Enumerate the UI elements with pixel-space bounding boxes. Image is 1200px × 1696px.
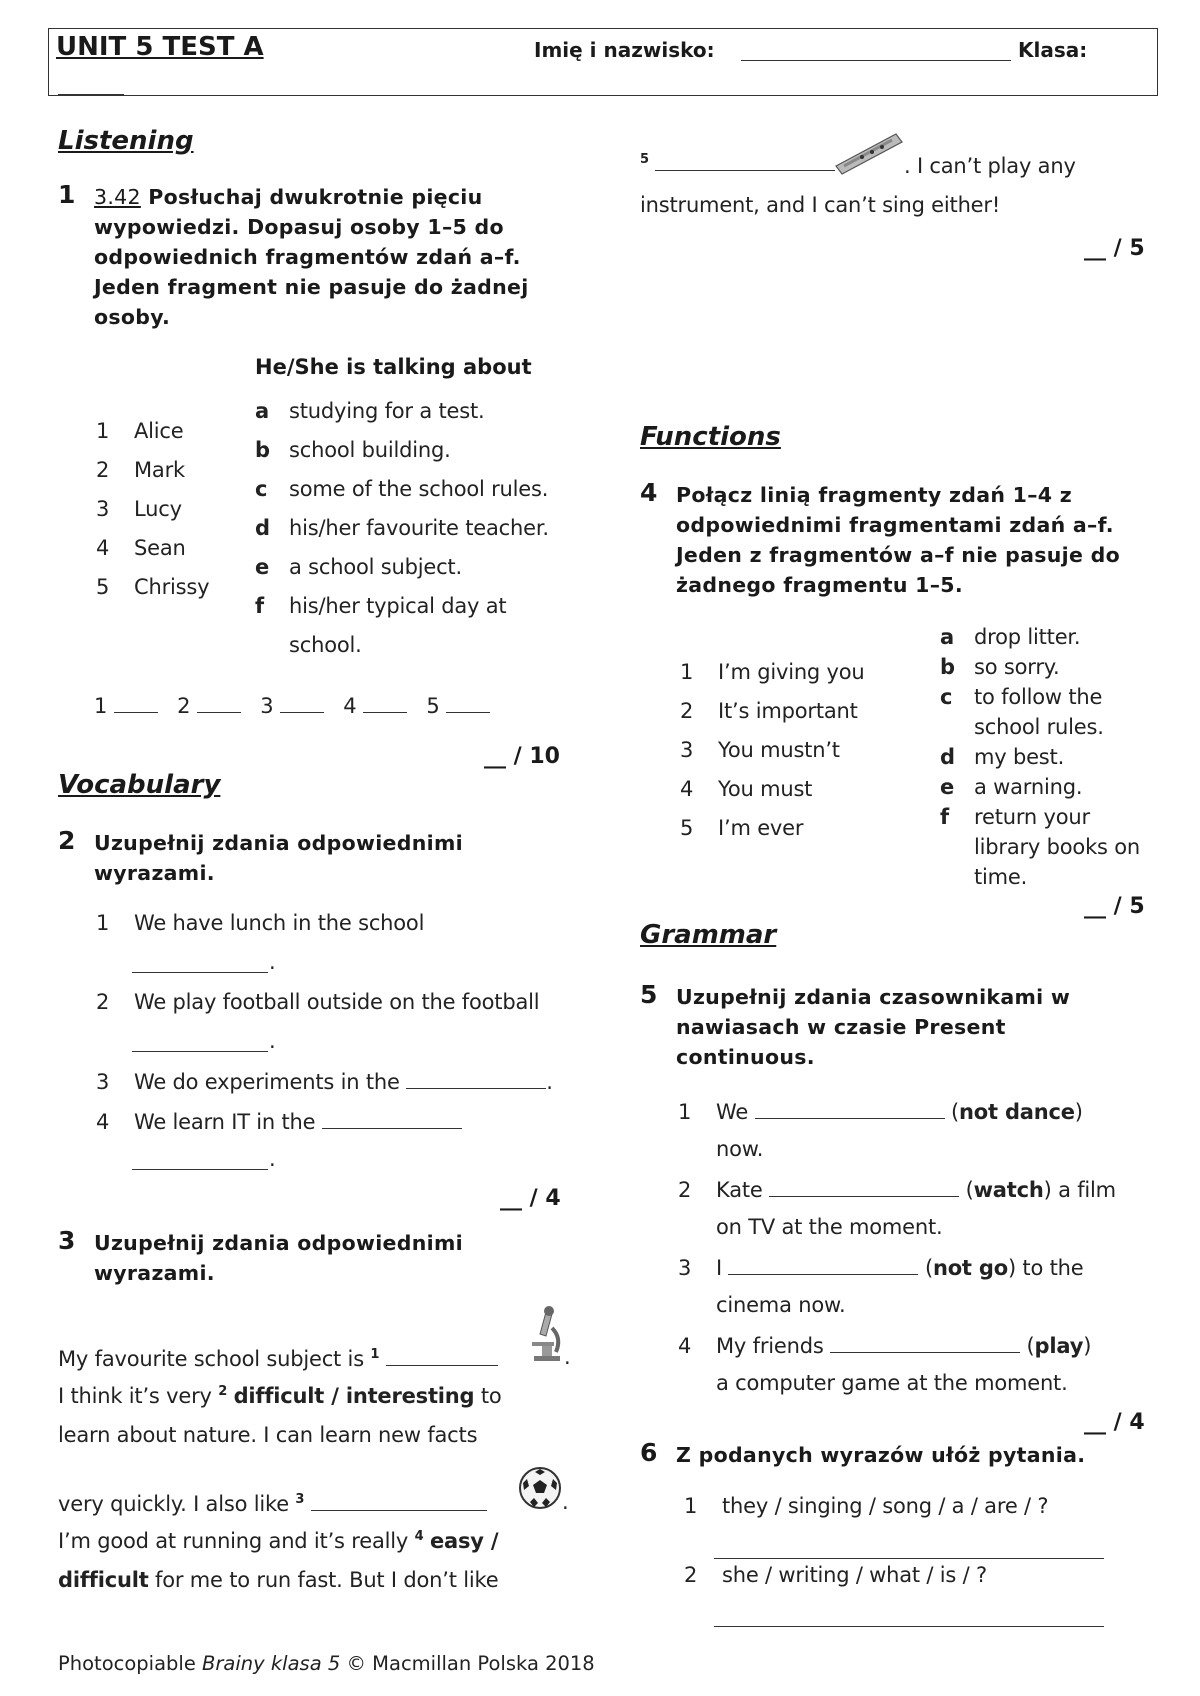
- grammar-item-1-cont: now.: [716, 1137, 764, 1161]
- vocab-blank-1[interactable]: [132, 952, 268, 973]
- paragraph-line-7b: . I can’t play any: [904, 154, 1076, 178]
- answer-blank[interactable]: [363, 692, 407, 713]
- name-label: Imię i nazwisko:: [534, 38, 715, 62]
- grammar-item-3: 3 I (not go) to the: [678, 1256, 1084, 1280]
- person-item: 5 Chrissy: [96, 575, 210, 599]
- task-1-instruction: [94, 182, 574, 332]
- gap-1[interactable]: [386, 1345, 498, 1366]
- paragraph-line-6: difficult for me to run fast. But I don’t like: [58, 1568, 499, 1592]
- gap-5[interactable]: [655, 150, 835, 171]
- grammar-item-1: 1 We (not dance): [678, 1100, 1083, 1124]
- functions-score: __ / 5: [1084, 894, 1145, 919]
- grammar-item-3-cont: cinema now.: [716, 1293, 846, 1317]
- option-item: c some of the school rules.: [255, 477, 549, 501]
- task-1-text: Posłuchaj dwukrotnie pięciu wypowiedzi. Dopasuj osoby 1–5 do odpowiednich fragmentów zdań a–f. Jeden fragment nie pasuje do żadnej osoby.: [94, 185, 529, 329]
- microscope-icon: [526, 1304, 566, 1364]
- option-item: e a school subject.: [255, 555, 462, 579]
- choice-easy-difficult[interactable]: easy /: [429, 1529, 499, 1553]
- vocab-blank-3[interactable]: [406, 1068, 546, 1089]
- football-icon: [518, 1466, 562, 1510]
- function-right-item: time.: [974, 865, 1028, 889]
- vocab-item-1: 1 We have lunch in the school: [96, 911, 425, 935]
- task-2-instruction: Uzupełnij zdania odpowiednimi wyrazami.: [94, 831, 463, 885]
- grammar-item-4: 4 My friends (play): [678, 1334, 1092, 1358]
- question-2: 2 she / writing / what / is / ?: [684, 1563, 987, 1587]
- vocab-2-score: __ / 4: [500, 1186, 561, 1211]
- gap-3[interactable]: [311, 1490, 487, 1511]
- answer-blank[interactable]: [114, 692, 158, 713]
- function-left-item: 2 It’s important: [680, 699, 858, 723]
- grammar-blank-2[interactable]: [769, 1176, 959, 1197]
- function-right-item: e a warning.: [940, 775, 1083, 799]
- people-list: [96, 412, 209, 607]
- function-right-item: c to follow the: [940, 685, 1103, 709]
- grammar-blank-1[interactable]: [755, 1098, 945, 1119]
- paragraph-line-8: instrument, and I can’t sing either!: [640, 193, 1001, 217]
- task-6-instruction: Z podanych wyrazów ułóż pytania.: [676, 1443, 1086, 1467]
- function-left-item: 3 You mustn’t: [680, 738, 840, 762]
- grammar-blank-3[interactable]: [728, 1254, 918, 1275]
- grammar-heading: Grammar: [640, 920, 777, 950]
- task-3-number: 3: [58, 1226, 76, 1255]
- test-title: UNIT 5 TEST A: [56, 32, 264, 62]
- task-5-number: 5: [640, 980, 658, 1009]
- listening-score: __ / 10: [484, 744, 560, 769]
- instrument-icon: [832, 128, 906, 176]
- option-item: a studying for a test.: [255, 399, 485, 423]
- answer-blank[interactable]: [197, 692, 241, 713]
- vocab-3-score: __ / 5: [1084, 236, 1145, 261]
- choice-difficult[interactable]: difficult: [58, 1568, 149, 1592]
- answer-blank[interactable]: [446, 692, 490, 713]
- function-left-item: 4 You must: [680, 777, 813, 801]
- functions-heading: Functions: [640, 422, 781, 452]
- vocab-blank-4b[interactable]: [132, 1149, 268, 1170]
- task-4-instruction: Połącz linią fragmenty zdań 1–4 z odpowiednimi fragmentami zdań a–f. Jeden z fragmentów a–f nie pasuje do żadnego fragmentu 1–5.: [676, 483, 1120, 597]
- paragraph-line-2: I think it’s very $^2$ difficult / interesting to: [58, 1384, 502, 1408]
- option-item: school.: [289, 633, 362, 657]
- vocab-item-4: 4 We learn IT in the: [96, 1108, 462, 1134]
- task-1-number: 1: [58, 180, 76, 209]
- person-item: 3 Lucy: [96, 497, 182, 521]
- class-field[interactable]: [58, 74, 124, 95]
- choice-difficult-interesting[interactable]: difficult / interesting: [233, 1384, 475, 1408]
- function-right-item: b so sorry.: [940, 655, 1060, 679]
- answer-row: 1 2 3 4 5: [94, 692, 490, 718]
- paragraph-line-5: I’m good at running and it’s really $^4$ easy /: [58, 1529, 499, 1553]
- function-right-item: library books on: [974, 835, 1140, 859]
- function-right-item: f return your: [940, 805, 1090, 829]
- paragraph-line-1: My favourite school subject is $^1$: [58, 1345, 498, 1371]
- option-item: d his/her favourite teacher.: [255, 516, 549, 540]
- option-item: f his/her typical day at: [255, 594, 507, 618]
- track-number[interactable]: 3.42: [94, 185, 141, 209]
- task-2-number: 2: [58, 826, 76, 855]
- task-3-instruction: Uzupełnij zdania odpowiednimi wyrazami.: [94, 1231, 463, 1285]
- footer: Photocopiable Brainy klasa 5 © Macmillan Polska 2018: [58, 1652, 595, 1675]
- vocab-blank-2[interactable]: [132, 1031, 268, 1052]
- name-field[interactable]: [741, 40, 1011, 61]
- option-item: b school building.: [255, 438, 451, 462]
- question-2-answer[interactable]: [714, 1606, 1104, 1627]
- grammar-item-4-cont: a computer game at the moment.: [716, 1371, 1068, 1395]
- task-6-number: 6: [640, 1438, 658, 1467]
- vocabulary-heading: Vocabulary: [58, 770, 221, 800]
- person-item: 1 Alice: [96, 419, 184, 443]
- function-left-item: 1 I’m giving you: [680, 660, 865, 684]
- question-1: 1 they / singing / song / a / are / ?: [684, 1494, 1049, 1518]
- options-list: [255, 392, 549, 665]
- grammar-blank-4[interactable]: [830, 1332, 1020, 1353]
- paragraph-line-3: learn about nature. I can learn new facts: [58, 1423, 478, 1447]
- vocab-item-3: 3 We do experiments in the .: [96, 1070, 553, 1094]
- grammar-item-2: 2 Kate (watch) a film: [678, 1178, 1116, 1202]
- function-right-item: a drop litter.: [940, 625, 1081, 649]
- paragraph-line-7: 5: [640, 150, 835, 176]
- grammar-item-2-cont: on TV at the moment.: [716, 1215, 943, 1239]
- class-label: Klasa:: [1018, 38, 1088, 62]
- person-item: 4 Sean: [96, 536, 186, 560]
- vocab-blank-4a[interactable]: [322, 1108, 462, 1129]
- listening-heading: Listening: [58, 126, 194, 156]
- function-right-item: d my best.: [940, 745, 1065, 769]
- vocab-item-2: 2 We play football outside on the football: [96, 990, 540, 1014]
- function-right-item: school rules.: [974, 715, 1104, 739]
- task-4-number: 4: [640, 478, 658, 507]
- functions-right-list: [940, 622, 1140, 892]
- function-left-item: 5 I’m ever: [680, 816, 804, 840]
- answer-blank[interactable]: [280, 692, 324, 713]
- column-header: He/She is talking about: [255, 355, 532, 379]
- task-5-instruction: Uzupełnij zdania czasownikami w nawiasach w czasie Present continuous.: [676, 985, 1071, 1069]
- grammar-5-score: __ / 4: [1084, 1410, 1145, 1435]
- paragraph-line-4: very quickly. I also like $^3$: [58, 1490, 487, 1516]
- person-item: 2 Mark: [96, 458, 185, 482]
- functions-left-list: [680, 653, 865, 848]
- question-1-answer[interactable]: [714, 1538, 1104, 1559]
